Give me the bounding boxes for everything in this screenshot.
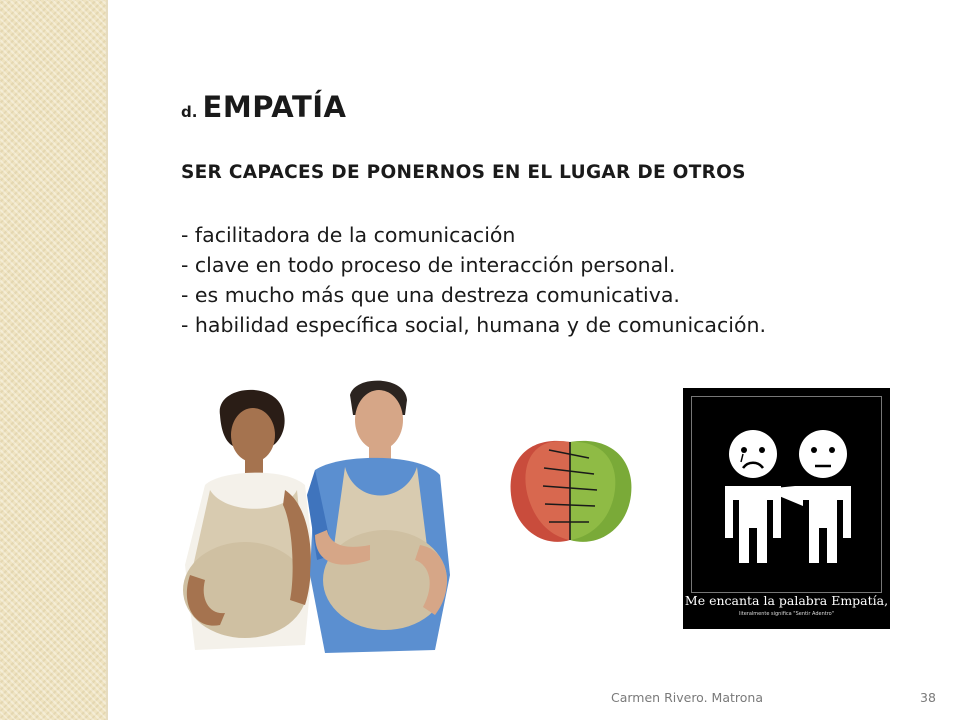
poster-caption: Me encanta la palabra Empatía, [684,593,889,608]
side-strip-edge [106,0,108,720]
woman-figure [183,390,313,650]
bullet-item: - es mucho más que una destreza comunicativa. [181,283,680,307]
page-number: 38 [920,690,936,705]
pregnancy-suit-photo [165,375,465,660]
bullet-item: - clave en todo proceso de interacción personal. [181,253,676,277]
bullet-list [181,220,766,340]
stitched-apple-photo [489,430,651,548]
bullet-item: - habilidad específica social, humana y de comunicación. [181,313,766,337]
sad-face-icon [725,430,781,563]
slide-title [181,90,347,124]
man-figure [307,381,450,653]
title-prefix: d. [181,103,198,121]
decorative-side-strip [0,0,106,720]
empathy-poster [683,388,890,629]
comforting-face-icon [775,430,851,563]
footer-author: Carmen Rivero. Matrona [611,690,763,705]
poster-subcaption: literalmente significa "Sentir Adentro" [738,611,835,617]
bullet-item: - facilitadora de la comunicación [181,223,516,247]
comforting-figures-illustration [683,388,890,588]
title-text: EMPATÍA [202,90,347,124]
slide-subtitle: SER CAPACES DE PONERNOS EN EL LUGAR DE OTROS [181,162,746,183]
